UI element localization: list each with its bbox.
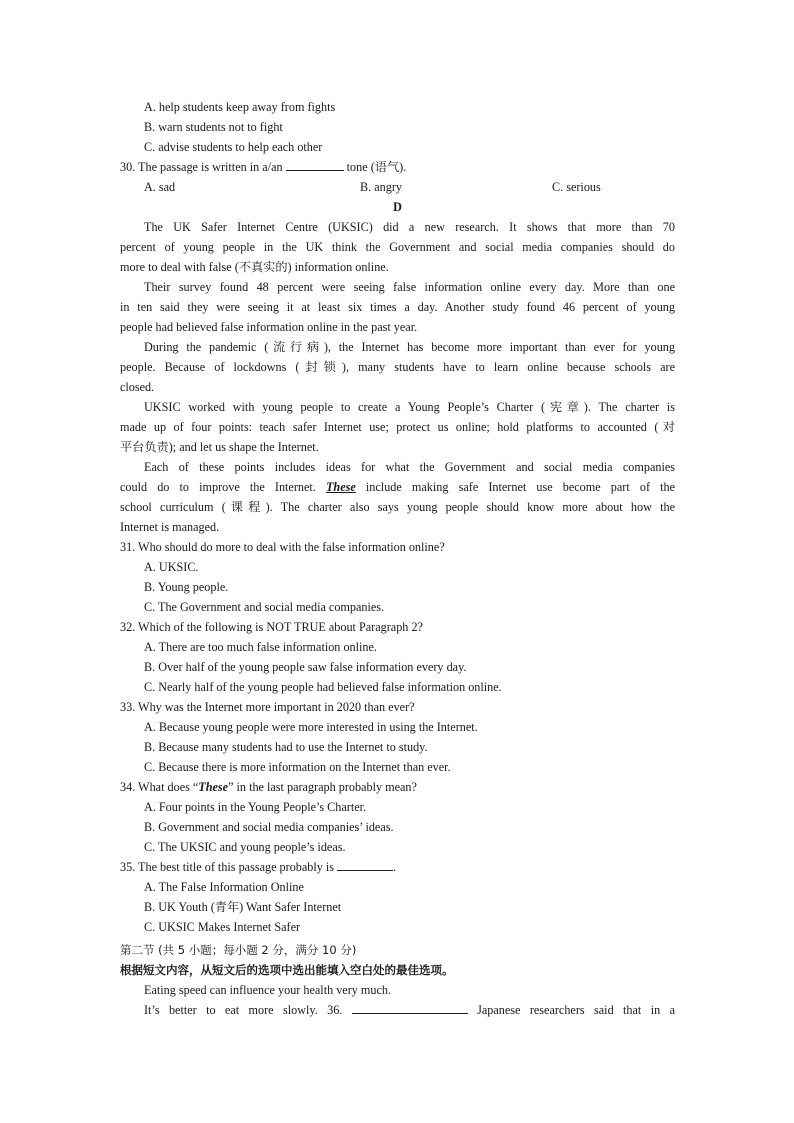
section2-instruction: 根据短文内容，从短文后的选项中选出能填入空白处的最佳选项。 — [120, 963, 454, 977]
q31-option-c: C. The Government and social media companies. — [144, 600, 385, 614]
q34-option-b: B. Government and social media companies’ ideas. — [144, 820, 394, 834]
passage-p5-line2-before: could do to improve the Internet. — [120, 480, 316, 494]
passage-p2-line3: people had believed false information online in the past year. — [120, 320, 418, 334]
q32-option-b: B. Over half of the young people saw false information every day. — [144, 660, 467, 674]
passage-p1-line3: more to deal with false (不真实的) information online. — [120, 260, 389, 274]
q32-stem: 32. Which of the following is NOT TRUE about Paragraph 2? — [120, 620, 423, 634]
section2-line2-after: Japanese researchers said that in a — [477, 1003, 675, 1017]
q32-option-a: A. There are too much false information online. — [144, 640, 377, 654]
q33-stem: 33. Why was the Internet more important in 2020 than ever? — [120, 700, 415, 714]
passage-p5-line2-after: include making safe Internet use become part of the — [365, 480, 675, 494]
q36-answer-blank — [352, 1000, 468, 1014]
passage-p5-line3: school curriculum (课程). The charter also says young people should know more about how the — [120, 500, 675, 514]
q31-option-b: B. Young people. — [144, 580, 229, 594]
passage-p5-line4: Internet is managed. — [120, 520, 220, 534]
q35-answer-blank — [337, 857, 393, 871]
q33-option-c: C. Because there is more information on the Internet than ever. — [144, 760, 451, 774]
section2-line1: Eating speed can influence your health very much. — [144, 983, 392, 997]
q35-stem — [120, 857, 675, 877]
passage-p3-line3: closed. — [120, 380, 155, 394]
q31-stem: 31. Who should do more to deal with the false information online? — [120, 540, 445, 554]
q34-stem-word: These — [198, 780, 229, 794]
q30-stem-before: 30. The passage is written in a/an — [120, 160, 283, 174]
passage-p1-line2: percent of young people in the UK think the Government and social media companies should do — [120, 240, 675, 254]
passage-p5-line2 — [120, 477, 675, 497]
passage-p1-line1: The UK Safer Internet Centre (UKSIC) did a new research. It shows that more than 70 — [144, 220, 675, 234]
passage-p5-line1: Each of these points includes ideas for what the Government and social media companies — [144, 460, 675, 474]
q34-option-c: C. The UKSIC and young people’s ideas. — [144, 840, 346, 854]
q30-option-b: B. angry — [360, 180, 402, 194]
q30-stem — [120, 157, 675, 177]
q35-option-b: B. UK Youth (青年) Want Safer Internet — [144, 900, 342, 914]
these-emphasis: These — [325, 480, 356, 494]
section2-heading: 第二节 (共 5 小题；每小题 2 分，满分 10 分) — [120, 943, 357, 957]
passage-p4-line3: 平台负责); and let us shape the Internet. — [120, 440, 319, 454]
q33-option-a: A. Because young people were more interested in using the Internet. — [144, 720, 478, 734]
q29-option-c: C. advise students to help each other — [144, 140, 323, 154]
q30-answer-blank — [286, 157, 344, 171]
q34-option-a: A. Four points in the Young People’s Charter. — [144, 800, 367, 814]
q30-option-c: C. serious — [552, 180, 601, 194]
q34-stem-after: ” in the last paragraph probably mean? — [228, 780, 417, 794]
section-letter: D — [393, 200, 402, 214]
q34-stem — [120, 777, 675, 797]
exam-page — [120, 97, 675, 1020]
q34-stem-before: 34. What does “ — [120, 780, 199, 794]
q30-option-a: A. sad — [144, 180, 176, 194]
q35-option-a: A. The False Information Online — [144, 880, 304, 894]
q31-option-a: A. UKSIC. — [144, 560, 199, 574]
section2-line2 — [120, 1000, 675, 1020]
passage-p4-line1: UKSIC worked with young people to create a Young People’s Charter (宪章). The charter is — [144, 400, 675, 414]
q35-option-c: C. UKSIC Makes Internet Safer — [144, 920, 301, 934]
passage-p3-line1: During the pandemic (流行病), the Internet has become more important than ever for young — [144, 340, 675, 354]
q35-stem-before: 35. The best title of this passage probably is — [120, 860, 335, 874]
section2-line2-before: It’s better to eat more slowly. 36. — [144, 1003, 343, 1017]
q35-stem-after: . — [393, 860, 397, 874]
passage-p3-line2: people. Because of lockdowns (封锁), many students have to learn online because schools are — [120, 360, 675, 374]
passage-p4-line2: made up of four points: teach safer Internet use; protect us online; hold platforms to accounted (对 — [120, 420, 675, 434]
passage-p2-line1: Their survey found 48 percent were seeing false information online every day. More than one — [144, 280, 675, 294]
q32-option-c: C. Nearly half of the young people had believed false information online. — [144, 680, 502, 694]
q29-option-a: A. help students keep away from fights — [144, 100, 336, 114]
passage-p2-line2: in ten said they were seeing it at least six times a day. Another study found 46 percent of young — [120, 300, 675, 314]
q30-stem-after: tone (语气). — [346, 160, 407, 174]
q30-options — [120, 177, 675, 197]
q33-option-b: B. Because many students had to use the Internet to study. — [144, 740, 428, 754]
q29-option-b: B. warn students not to fight — [144, 120, 283, 134]
